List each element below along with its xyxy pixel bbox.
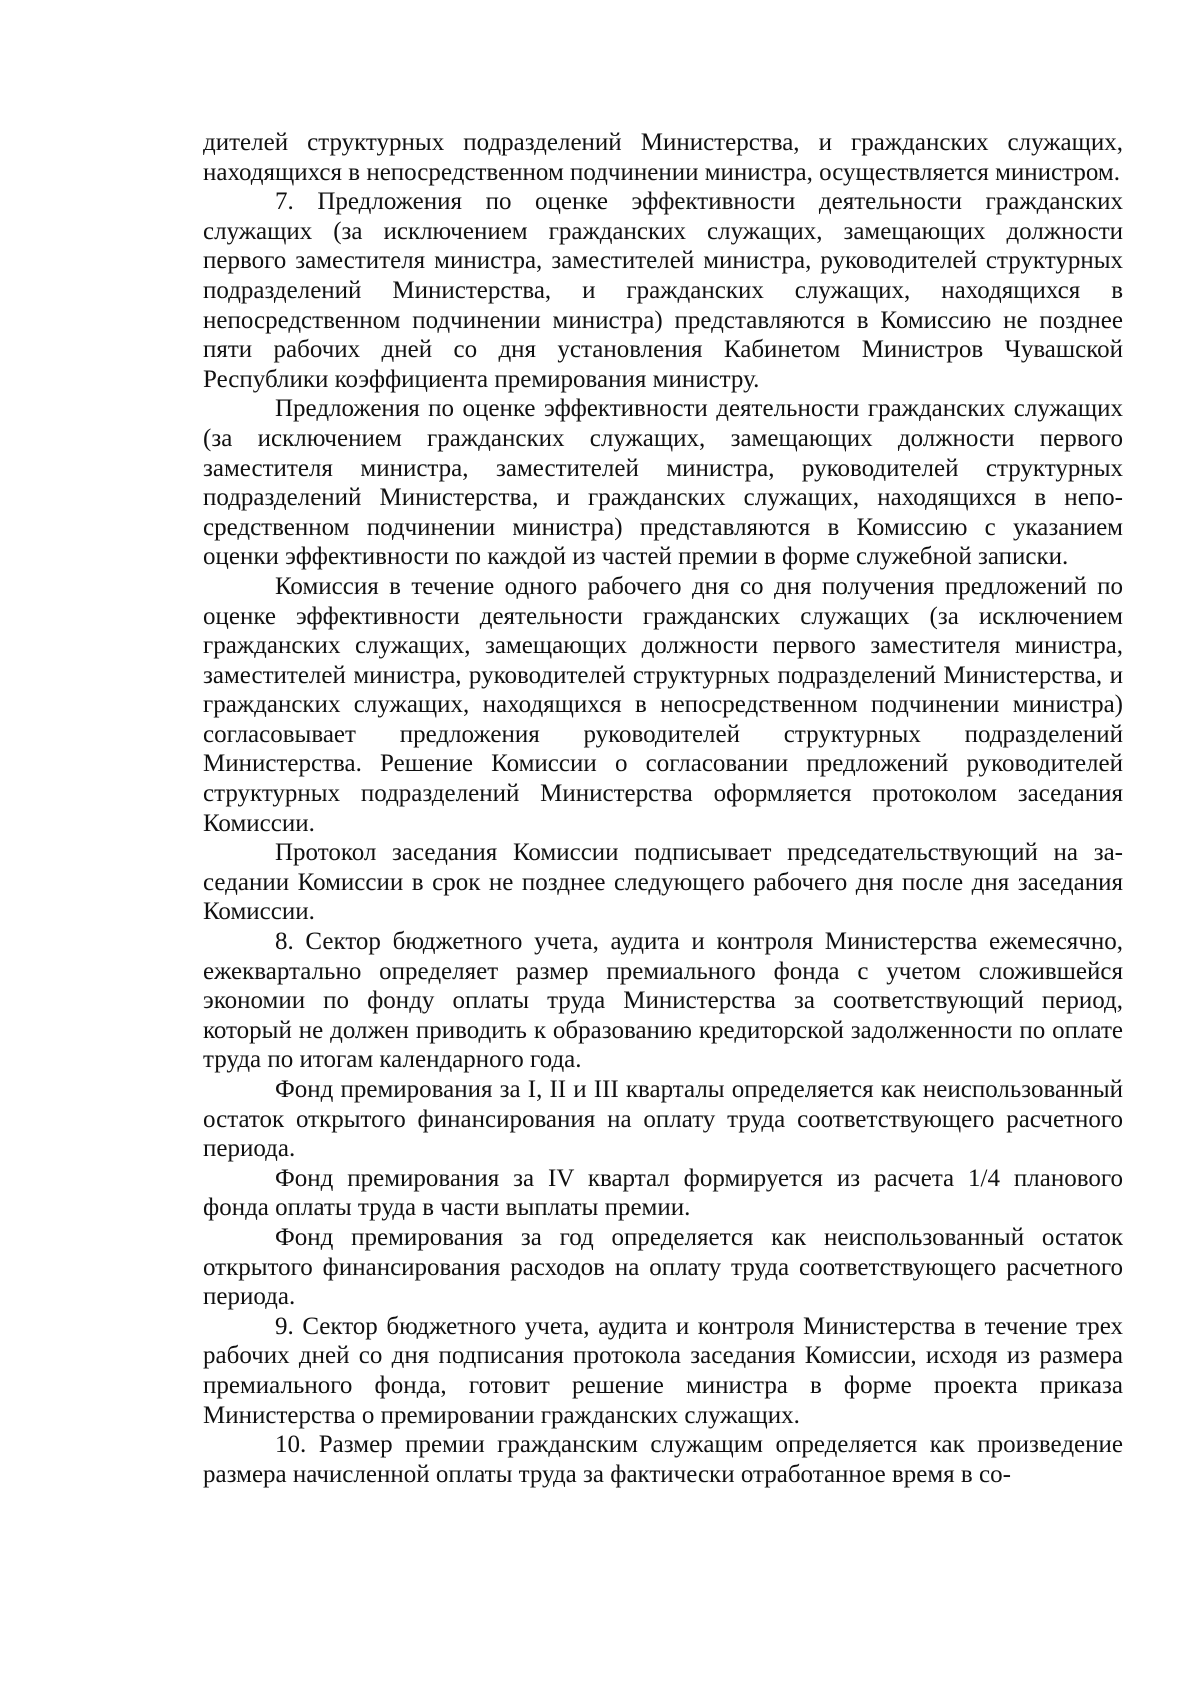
paragraph-item-9: 9. Сектор бюджетного учета, аудита и контроля Министерства в течение трех рабочих дней со дня подписания протокола заседания Комиссии, исходя из размера премиального фонда, готовит решение министра в форме проекта приказа Министерства о премировании гражданских служащих. (203, 1312, 1123, 1429)
paragraph-item-8: 8. Сектор бюджетного учета, аудита и контроля Министерства ежемесячно, ежеквартально определяет размер премиального фонда с учетом сложившейся экономии по фонду оплаты труда Министерства за соответствующий период, который не должен приводить к образованию кредиторской задолженности по оплате труда по итогам календарного года. (203, 928, 1123, 1074)
document-page (203, 128, 1123, 1489)
paragraph-item-7: 7. Предложения по оценке эффективности деятельности гражданских служащих (за исключением гражданских служащих, замещающих должности первого заместителя министра, заместителей министра, руководителей структурных подразделений Министерства, и гражданских служащих, находящихся в непосредственном подчинении министра) представляются в Комиссию не позднее пяти рабочих дней со дня установления Кабинетом Министров Чувашской Республики коэффициента премирования министру. (203, 188, 1123, 393)
paragraph-fund-quarters-1-3: Фонд премирования за I, II и III кварталы определяется как неиспользованный остаток открытого финансирования на оплату труда соответствующего расчетного периода. (203, 1076, 1123, 1163)
paragraph-continuation: дителей структурных подразделений Министерства, и гражданских служащих, находящихся в непосредственном подчинении министра, осуществляется министром. (203, 129, 1123, 186)
paragraph-proposals-format: Предложения по оценке эффективности деятельности гражданских служащих (за исключением гражданских служащих, замещающих должности первого заместителя министра, заместителей министра, руководителей структурных подразделений Министерства, и гражданских служащих, находящихся в непосредственном подчинении министра) представляются в Комиссию с указанием оценки эффективности по каждой из частей премии в форме служебной записки. (203, 395, 1123, 571)
paragraph-item-10: 10. Размер премии гражданским служащим определяется как произведение размера начисленной оплаты труда за фактически отработанное время в со- (203, 1431, 1123, 1488)
paragraph-protocol-signing: Протокол заседания Комиссии подписывает председательствующий на заседании Комиссии в срок не позднее следующего рабочего дня после дня заседания Комиссии. (203, 839, 1123, 926)
paragraph-fund-quarter-4: Фонд премирования за IV квартал формируется из расчета 1/4 планового фонда оплаты труда в части выплаты премии. (203, 1164, 1123, 1222)
paragraph-fund-year: Фонд премирования за год определяется как неиспользованный остаток открытого финансирования расходов на оплату труда соответствующего расчетного периода. (203, 1223, 1123, 1311)
paragraph-commission-approval: Комиссия в течение одного рабочего дня со дня получения предложений по оценке эффективности деятельности гражданских служащих (за исключением гражданских служащих, замещающих должности первого заместителя министра, заместителей министра, руководителей структурных подразделений Министерства, и гражданских служащих, находящихся в непосредственном подчинении министра) согласовывает предложения руководителей структурных подразделений Министерства. Решение Комиссии о согласовании предложений руководителей структурных подразделений Министерства оформляется протоколом заседания Комиссии. (203, 572, 1123, 837)
